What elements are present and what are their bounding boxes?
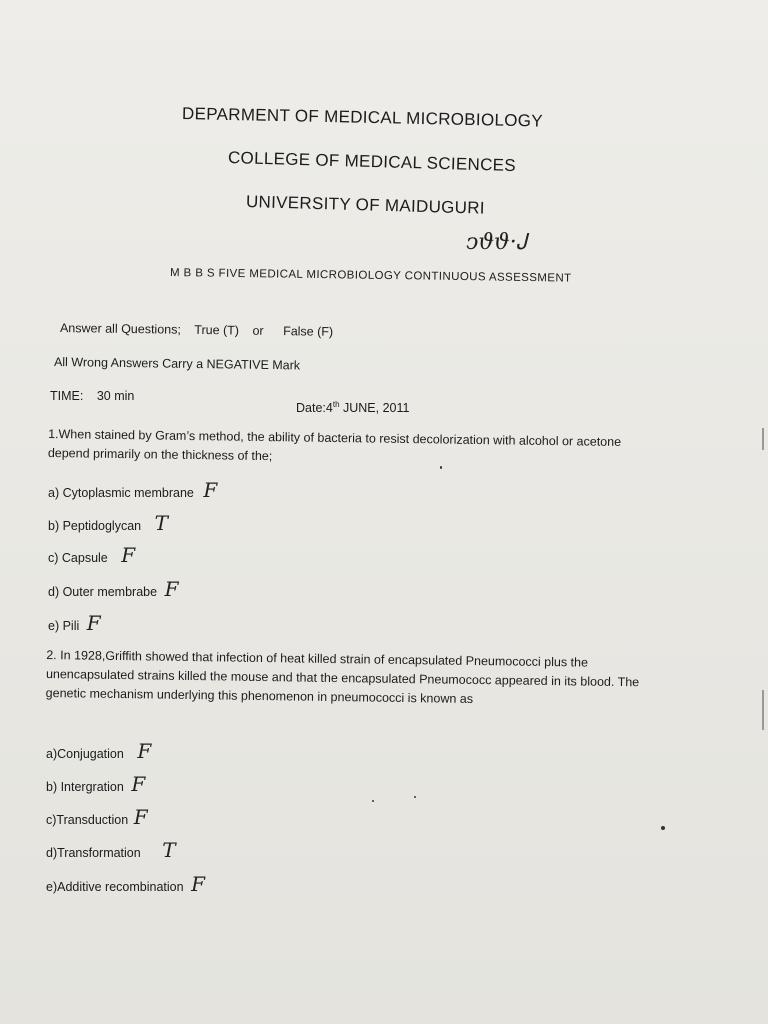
q1-option-c <box>48 543 135 567</box>
false-option-text: False (F) <box>283 324 334 339</box>
handwritten-answer: F <box>203 478 218 502</box>
q1-option-d <box>48 577 178 601</box>
option-label: d) Outer membrabe <box>48 585 158 599</box>
answer-all-text: Answer all Questions; <box>59 321 181 337</box>
scan-edge-mark <box>762 690 764 730</box>
q1-option-e <box>48 611 101 635</box>
option-label: e) Pili <box>48 619 80 633</box>
option-label: a) Cytoplasmic membrane <box>48 486 194 500</box>
date-line <box>296 400 409 415</box>
question-2-text: 2. In 1928,Griffith showed that infection of heat killed strain of encapsulated Pneumococci plus the unencapsulated strains killed the mouse and that the encapsulated Pneumococc appeared in its blood. The genetic mechanism underlying this phenomenon in pneumococci is known as <box>45 648 640 706</box>
scan-speck <box>661 826 665 830</box>
option-label: b) Peptidoglycan <box>48 519 142 533</box>
scan-speck <box>414 796 416 798</box>
option-label: e)Additive recombination <box>46 880 184 894</box>
handwritten-answer: F <box>133 805 148 829</box>
handwritten-answer: F <box>86 611 101 635</box>
college-heading: COLLEGE OF MEDICAL SCIENCES <box>227 148 517 176</box>
instruction-line <box>60 321 333 339</box>
handwritten-answer: F <box>191 872 205 896</box>
q2-option-b <box>46 772 145 796</box>
q2-option-c <box>46 805 148 829</box>
time-line <box>50 389 134 403</box>
question-1-text: 1.When stained by Gram’s method, the ability of bacteria to resist decolorization with alcohol or acetone depend primarily on the thickness of the; <box>47 427 622 464</box>
department-heading: DEPARMENT OF MEDICAL MICROBIOLOGY <box>181 104 544 131</box>
handwritten-answer: F <box>121 543 136 567</box>
university-heading: UNIVERSITY OF MAIDUGURI <box>245 192 486 218</box>
option-label: a)Conjugation <box>46 747 124 761</box>
handwritten-answer: T <box>162 838 176 862</box>
time-value: 30 min <box>96 389 135 403</box>
time-label: TIME: <box>50 389 84 403</box>
q1-option-a <box>48 478 217 502</box>
scan-edge-mark <box>762 428 764 450</box>
q2-option-d <box>46 838 176 862</box>
negative-marking-note: All Wrong Answers Carry a NEGATIVE Mark <box>53 355 301 373</box>
date-superscript: th <box>332 400 340 409</box>
handwritten-answer: F <box>137 739 152 763</box>
q2-option-e <box>46 872 205 896</box>
true-option-text: True (T) <box>194 322 240 338</box>
option-label: c)Transduction <box>46 813 129 827</box>
date-label: Date:4 <box>296 401 333 416</box>
handwritten-answer: F <box>164 577 179 601</box>
q1-option-b <box>48 511 168 535</box>
date-rest: JUNE, 2011 <box>339 401 410 416</box>
handwritten-answer: T <box>154 511 168 535</box>
handwritten-answer: F <box>131 772 146 796</box>
option-label: c) Capsule <box>48 551 108 565</box>
option-label: b) Intergration <box>46 780 124 794</box>
exam-title: M B B S FIVE MEDICAL MICROBIOLOGY CONTINUOUS ASSESSMENT <box>169 267 572 285</box>
handwritten-signature: ↄϑϑ·Ꭻ <box>466 230 527 255</box>
or-text: or <box>252 323 264 338</box>
q2-option-a <box>46 739 151 763</box>
option-label: d)Transformation <box>46 846 141 860</box>
scan-speck <box>372 800 374 802</box>
